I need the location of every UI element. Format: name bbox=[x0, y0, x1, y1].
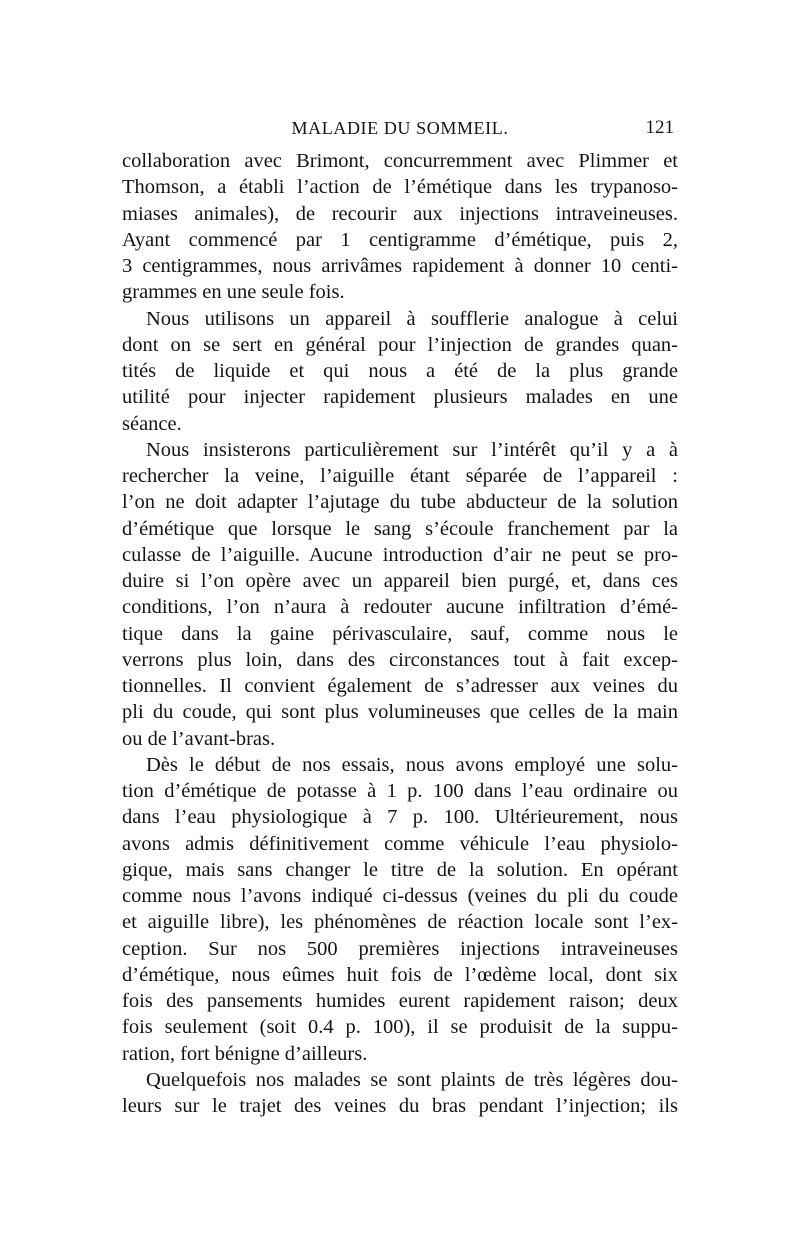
paragraph bbox=[122, 148, 678, 306]
text-line: pli du coude, qui sont plus volumineuses que celles de la main bbox=[122, 701, 678, 724]
text-line: Thomson, a établi l’action de l’émétique dans les trypanoso- bbox=[122, 176, 678, 199]
text-line: ration, fort bénigne d’ailleurs. bbox=[122, 1042, 368, 1065]
text-line: leurs sur le trajet des veines du bras pendant l’injection; ils bbox=[122, 1095, 678, 1117]
text-line: tionnelles. Il convient également de s’adresser aux veines du bbox=[122, 675, 678, 697]
body-text bbox=[122, 148, 678, 1119]
text-line: Nous utilisons un appareil à soufflerie analogue à celui bbox=[146, 307, 678, 330]
text-line: grammes en une seule fois. bbox=[122, 281, 345, 304]
text-line: verrons plus loin, dans des circonstances tout à fait excep- bbox=[122, 648, 678, 671]
text-line: Nous insisterons particulièrement sur l’intérêt qu’il y a à bbox=[146, 438, 678, 461]
running-title: MALADIE DU SOMMEIL. bbox=[291, 118, 509, 138]
text-line: dont on se sert en général pour l’injection de grandes quan- bbox=[122, 333, 678, 356]
text-line: rechercher la veine, l’aiguille étant séparée de l’appareil : bbox=[122, 465, 678, 487]
text-line: gique, mais sans changer le titre de la solution. En opérant bbox=[122, 858, 678, 881]
text-line: tion d’émétique de potasse à 1 p. 100 dans l’eau ordinaire ou bbox=[122, 780, 678, 802]
text-line: d’émétique, nous eûmes huit fois de l’œdème local, dont six bbox=[122, 963, 678, 986]
text-line: d’émétique que lorsque le sang s’écoule franchement par la bbox=[122, 517, 678, 540]
paragraph bbox=[122, 437, 678, 752]
text-line: comme nous l’avons indiqué ci-dessus (veines du pli du coude bbox=[122, 885, 678, 907]
running-head bbox=[122, 113, 678, 143]
text-line: ou de l’avant-bras. bbox=[122, 727, 276, 750]
text-line: dans l’eau physiologique à 7 p. 100. Ultérieurement, nous bbox=[122, 806, 678, 829]
text-line: fois seulement (soit 0.4 p. 100), il se produisit de la suppu- bbox=[122, 1016, 678, 1039]
text-line: 3 centigrammes, nous arrivâmes rapidement à donner 10 centi- bbox=[122, 255, 678, 277]
text-line: Quelquefois nos malades se sont plaints de très légères dou- bbox=[146, 1068, 678, 1091]
text-line: avons admis définitivement comme véhicule l’eau physiolo- bbox=[122, 832, 678, 855]
text-line: fois des pansements humides eurent rapidement raison; deux bbox=[122, 990, 678, 1012]
text-line: Ayant commencé par 1 centigramme d’émétique, puis 2, bbox=[122, 228, 678, 251]
text-line: ception. Sur nos 500 premières injections intraveineuses bbox=[122, 937, 678, 960]
text-line: conditions, l’on n’aura à redouter aucune infiltration d’émé- bbox=[122, 596, 678, 619]
text-line: tités de liquide et qui nous a été de la plus grande bbox=[122, 360, 678, 382]
text-line: Dès le début de nos essais, nous avons employé une solu- bbox=[146, 753, 678, 776]
text-line: séance. bbox=[122, 412, 182, 435]
text-line: collaboration avec Brimont, concurremment avec Plimmer et bbox=[122, 150, 678, 172]
paragraph bbox=[122, 1067, 678, 1120]
text-line: utilité pour injecter rapidement plusieurs malades en une bbox=[122, 386, 678, 409]
paragraph bbox=[122, 306, 678, 437]
text-line: et aiguille libre), les phénomènes de réaction locale sont l’ex- bbox=[122, 911, 678, 934]
text-line: duire si l’on opère avec un appareil bien purgé, et, dans ces bbox=[122, 570, 678, 592]
text-line: tique dans la gaine périvasculaire, sauf, comme nous le bbox=[122, 622, 678, 645]
page-number: 121 bbox=[645, 117, 674, 138]
paragraph bbox=[122, 752, 678, 1067]
text-line: culasse de l’aiguille. Aucune introduction d’air ne peut se pro- bbox=[122, 543, 678, 566]
text-line: miases animales), de recourir aux injections intraveineuses. bbox=[122, 202, 678, 225]
text-line: l’on ne doit adapter l’ajutage du tube abducteur de la solution bbox=[122, 491, 678, 514]
